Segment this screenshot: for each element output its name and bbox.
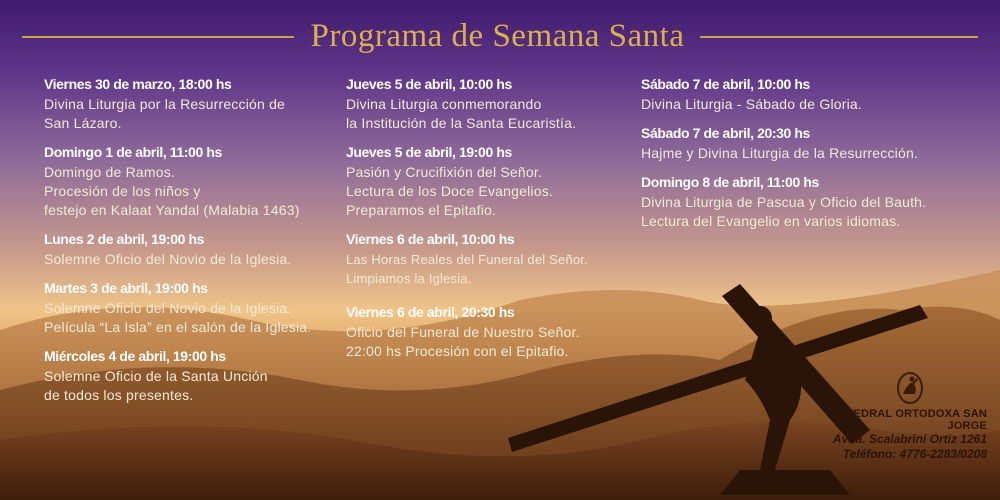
event-description: Pasión y Crucifixión del Señor. — [346, 164, 543, 180]
title-divider-left — [22, 36, 294, 38]
schedule-column-1 — [44, 76, 334, 416]
event-item — [641, 174, 941, 231]
event-item — [346, 76, 636, 133]
event-description: Película “La Isla” en el salón de la Iglesia. — [44, 319, 312, 335]
event-description: festejo en Kalaat Yandal (Malabia 1463) — [44, 202, 300, 218]
event-description: Divina Liturgia - Sábado de Gloria. — [641, 96, 863, 112]
event-description: Oficio del Funeral de Nuestro Señor. — [346, 324, 580, 340]
event-description: Preparamos el Epitafio. — [346, 202, 497, 218]
church-address: Avda. Scalabrini Ortiz 1261 — [832, 432, 987, 446]
event-item — [44, 144, 334, 220]
event-item — [346, 231, 636, 288]
event-date: Viernes 6 de abril, 10:00 hs — [346, 231, 515, 247]
event-item — [346, 304, 636, 361]
church-name: CATEDRAL ORTODOXA SAN JORGE — [831, 408, 987, 432]
title-bar — [0, 14, 1000, 58]
event-description: Divina Liturgia por la Resurrección de — [44, 96, 286, 112]
event-item — [44, 231, 334, 269]
church-phone: Teléfono: 4776-2283/0208 — [842, 447, 987, 461]
event-date: Sábado 7 de abril, 10:00 hs — [641, 76, 810, 92]
event-date: Viernes 6 de abril, 20:30 hs — [346, 304, 515, 320]
event-item — [44, 280, 334, 337]
saint-george-emblem-icon — [895, 370, 925, 406]
church-contact-footer — [812, 408, 987, 462]
event-item — [641, 125, 941, 163]
event-description: de todos los presentes. — [44, 387, 194, 403]
event-item — [641, 76, 941, 114]
event-description: Solemne Oficio de la Santa Unción — [44, 368, 268, 384]
title-divider-right — [700, 36, 978, 38]
event-description: Las Horas Reales del Funeral del Señor. — [346, 252, 588, 267]
schedule-column-3 — [641, 76, 941, 242]
event-date: Domingo 1 de abril, 11:00 hs — [44, 144, 222, 160]
event-description: Lectura del Evangelio en varios idiomas. — [641, 213, 901, 229]
event-description: Solemne Oficio del Novio de la Iglesia. — [44, 300, 292, 316]
event-date: Martes 3 de abril, 19:00 hs — [44, 280, 208, 296]
event-description: 22:00 hs Procesión con el Epitafio. — [346, 343, 569, 359]
event-description: la Institución de la Santa Eucaristía. — [346, 115, 577, 131]
event-item — [346, 144, 636, 220]
page-title: Programa de Semana Santa — [310, 18, 685, 54]
event-date: Lunes 2 de abril, 19:00 hs — [44, 231, 204, 247]
event-description: Solemne Oficio del Novio de la Iglesia. — [44, 251, 292, 267]
event-description: Divina Liturgia de Pascua y Oficio del Bauth. — [641, 194, 927, 210]
event-item — [44, 348, 334, 405]
event-description: Lectura de los Doce Evangelios. — [346, 183, 553, 199]
event-date: Jueves 5 de abril, 19:00 hs — [346, 144, 512, 160]
event-date: Sábado 7 de abril, 20:30 hs — [641, 125, 810, 141]
event-date: Viernes 30 de marzo, 18:00 hs — [44, 76, 232, 92]
event-description: Divina Liturgia conmemorando — [346, 96, 542, 112]
event-date: Domingo 8 de abril, 11:00 hs — [641, 174, 819, 190]
event-description: Procesión de los niños y — [44, 183, 201, 199]
event-description: Limpiamos la Iglesia. — [346, 271, 472, 286]
event-description: Domingo de Ramos. — [44, 164, 176, 180]
event-description: Hajme y Divina Liturgia de la Resurrección. — [641, 145, 919, 161]
event-date: Jueves 5 de abril, 10:00 hs — [346, 76, 512, 92]
event-item — [44, 76, 334, 133]
schedule-column-2 — [346, 76, 636, 372]
event-date: Miércoles 4 de abril, 19:00 hs — [44, 348, 226, 364]
event-description: San Lázaro. — [44, 115, 122, 131]
